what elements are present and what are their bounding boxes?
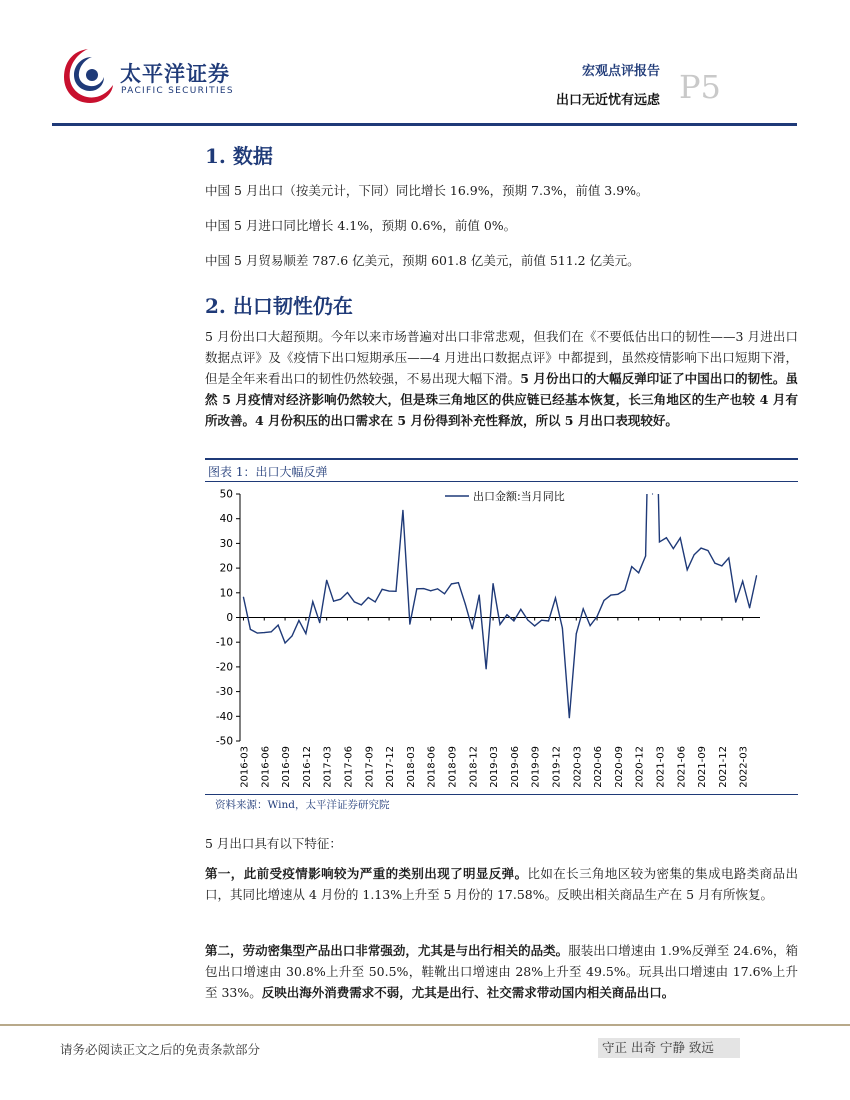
header-divider	[52, 123, 797, 126]
data-point	[548, 620, 549, 621]
data-point	[340, 599, 341, 600]
x-tick-label: 2019-03	[489, 746, 501, 788]
data-point	[728, 557, 729, 558]
y-tick-label: 0	[226, 612, 233, 624]
series-layer	[243, 484, 757, 718]
feature-two-paragraph	[205, 940, 798, 1003]
data-point	[257, 632, 258, 633]
footer-divider	[0, 1024, 850, 1026]
company-logo-icon	[62, 47, 114, 105]
data-point	[479, 594, 480, 595]
data-point	[590, 625, 591, 626]
x-tick-label: 2018-06	[426, 746, 438, 788]
x-tick-label: 2017-09	[364, 746, 376, 788]
y-tick-label: 50	[219, 488, 233, 501]
data-point	[624, 589, 625, 590]
data-point	[520, 609, 521, 610]
y-tick-label: 10	[219, 587, 233, 600]
x-tick-label: 2017-12	[385, 746, 397, 788]
data-point	[451, 583, 452, 584]
data-point	[631, 566, 632, 567]
data-point	[243, 597, 244, 598]
data-point	[465, 604, 466, 605]
data-point	[333, 601, 334, 602]
footer-motto: 守正 出奇 宁静 致远	[598, 1038, 740, 1058]
x-tick-label: 2022-03	[738, 746, 750, 788]
report-title: 出口无近忧有远虑	[555, 93, 660, 108]
data-point	[756, 575, 757, 576]
data-point	[458, 582, 459, 583]
y-tick-label: -40	[215, 710, 233, 723]
figure-caption: 图表 1：出口大幅反弹	[208, 465, 328, 479]
x-tick-label: 2021-03	[655, 746, 667, 788]
footer-disclaimer: 请务必阅读正文之后的免责条款部分	[60, 1042, 261, 1057]
figure-top-rule	[205, 458, 798, 460]
data-point	[437, 588, 438, 589]
y-tick-label: 40	[219, 513, 233, 526]
feature-one-text: 比如在长三角地区较为密集的集成电路类商品出口，其同比增速从 4 月份的 1.13%上升至 5 月份的 17.58%。反映出相关商品生产在 5 月有所恢复。	[205, 866, 798, 902]
data-point	[409, 624, 410, 625]
x-tick-label: 2020-03	[572, 746, 584, 788]
data-surplus-line: 中国 5 月贸易顺差 787.6 亿美元，预期 601.8 亿美元，前值 511.2 亿美元。	[205, 253, 640, 268]
series-line-export-yoy	[243, 484, 756, 718]
data-point	[527, 619, 528, 620]
data-point	[486, 668, 487, 669]
data-point	[492, 583, 493, 584]
data-point	[666, 537, 667, 538]
data-point	[714, 563, 715, 564]
data-point	[319, 622, 320, 623]
y-tick-label: -10	[215, 636, 233, 649]
data-point	[305, 633, 306, 634]
data-point	[617, 594, 618, 595]
legend-label: 出口金额:当月同比	[473, 490, 565, 503]
data-point	[375, 601, 376, 602]
data-point	[659, 541, 660, 542]
data-point	[596, 616, 597, 617]
data-point	[645, 555, 646, 556]
data-point	[354, 601, 355, 602]
data-point	[707, 550, 708, 551]
data-point	[555, 597, 556, 598]
data-point	[735, 602, 736, 603]
y-axis	[216, 489, 240, 748]
y-tick-label: -20	[215, 661, 233, 674]
data-point	[541, 620, 542, 621]
data-point	[603, 600, 604, 601]
data-point	[395, 591, 396, 592]
section-heading-data: 1. 数据	[205, 144, 273, 168]
data-point	[534, 625, 535, 626]
data-point	[416, 588, 417, 589]
x-tick-label: 2019-12	[551, 746, 563, 788]
chart-legend	[445, 489, 565, 503]
data-point	[347, 592, 348, 593]
x-tick-label: 2016-06	[260, 746, 272, 788]
data-point	[569, 717, 570, 718]
data-point	[298, 620, 299, 621]
feature-one-bold: 第一，此前受疫情影响较为严重的类别出现了明显反弹。	[205, 866, 528, 881]
data-point	[430, 590, 431, 591]
x-tick-label: 2016-12	[301, 746, 313, 788]
data-point	[291, 635, 292, 636]
features-intro: 5 月出口具有以下特征：	[205, 836, 342, 851]
data-point	[687, 569, 688, 570]
page-number: P5	[679, 68, 721, 106]
resilience-text: 5 月份出口大超预期。今年以来市场普遍对出口非常悲观，但我们在《不要低估出口的韧性——3 月进出口数据点评》及《疫情下出口短期承压——4 月进出口数据点评》中都提到，虽然疫情影响下出口短期下滑，但是全年来看出口的韧性仍然较强，不易出现大幅下滑。	[205, 329, 798, 386]
data-point	[402, 510, 403, 511]
company-name-en: PACIFIC SECURITIES	[121, 86, 234, 96]
data-point	[680, 537, 681, 538]
data-point	[700, 547, 701, 548]
data-point	[499, 624, 500, 625]
feature-two-text: 服装出口增速由 1.9%反弹至 24.6%，箱包出口增速由 30.8%上升至 50.5%，鞋靴出口增速由 28%上升至 49.5%。玩具出口增速由 17.6%上升至 33%。	[205, 943, 798, 1000]
x-tick-label: 2021-06	[676, 746, 688, 788]
figure-caption-rule	[205, 481, 798, 482]
export-yoy-line-chart	[205, 484, 798, 792]
x-tick-label: 2021-09	[697, 746, 709, 788]
data-point	[742, 581, 743, 582]
figure-bottom-rule	[205, 794, 798, 795]
x-tick-label: 2017-03	[322, 746, 334, 788]
feature-one-paragraph	[205, 863, 798, 905]
x-tick-label: 2020-09	[613, 746, 625, 788]
data-point	[506, 614, 507, 615]
data-point	[361, 604, 362, 605]
data-point	[721, 565, 722, 566]
y-tick-label: -30	[215, 686, 233, 699]
x-tick-label: 2019-09	[530, 746, 542, 788]
data-point	[638, 572, 639, 573]
x-tick-label: 2021-12	[717, 746, 729, 788]
resilience-paragraph	[205, 326, 798, 431]
x-tick-label: 2019-06	[509, 746, 521, 788]
data-import-line: 中国 5 月进口同比增长 4.1%，预期 0.6%，前值 0%。	[205, 218, 517, 233]
company-name-cn: 太平洋证券	[120, 62, 230, 86]
y-tick-label: 20	[219, 562, 233, 575]
x-tick-label: 2018-09	[447, 746, 459, 788]
data-point	[576, 633, 577, 634]
data-point	[312, 601, 313, 602]
data-point	[382, 589, 383, 590]
data-point	[278, 625, 279, 626]
x-tick-label: 2020-12	[634, 746, 646, 788]
data-point	[284, 642, 285, 643]
x-axis	[239, 618, 760, 788]
x-tick-label: 2016-09	[281, 746, 293, 788]
feature-two-bold-conclusion: 反映出海外消费需求不弱，尤其是出行、社交需求带动国内相关商品出口。	[261, 985, 675, 1000]
data-point	[562, 628, 563, 629]
data-point	[444, 593, 445, 594]
y-tick-label: -50	[215, 735, 233, 748]
data-point	[472, 628, 473, 629]
report-type: 宏观点评报告	[581, 64, 660, 79]
data-point	[271, 631, 272, 632]
data-point	[326, 580, 327, 581]
data-point	[368, 597, 369, 598]
data-point	[652, 493, 653, 494]
data-point	[423, 588, 424, 589]
data-export-line: 中国 5 月出口（按美元计，下同）同比增长 16.9%，预期 7.3%，前值 3.9%。	[205, 183, 649, 198]
data-point	[610, 594, 611, 595]
data-point	[388, 590, 389, 591]
resilience-bold-text: 5 月份出口的大幅反弹印证了中国出口的韧性。虽然 5 月疫情对经济影响仍然较大，但是珠三角地区的供应链已经基本恢复，长三角地区的生产也较 4 月有所改善。4 月份积压的出口需求在 5 月份得到补充性释放，所以 5 月出口表现较好。	[205, 371, 798, 428]
x-tick-label: 2020-06	[593, 746, 605, 788]
x-tick-label: 2018-12	[468, 746, 480, 788]
data-point	[583, 608, 584, 609]
y-tick-label: 30	[219, 537, 233, 550]
data-point	[264, 632, 265, 633]
section-heading-resilience: 2. 出口韧性仍在	[205, 294, 353, 318]
data-point	[749, 607, 750, 608]
data-point	[673, 548, 674, 549]
data-point	[250, 629, 251, 630]
data-point	[694, 554, 695, 555]
feature-two-bold: 第二，劳动密集型产品出口非常强劲，尤其是与出行相关的品类。	[205, 943, 569, 958]
x-tick-label: 2018-03	[405, 746, 417, 788]
x-tick-label: 2017-06	[343, 746, 355, 788]
figure-source: 资料来源：Wind，太平洋证券研究院	[215, 799, 390, 811]
x-tick-label: 2016-03	[239, 746, 251, 788]
data-point	[513, 620, 514, 621]
